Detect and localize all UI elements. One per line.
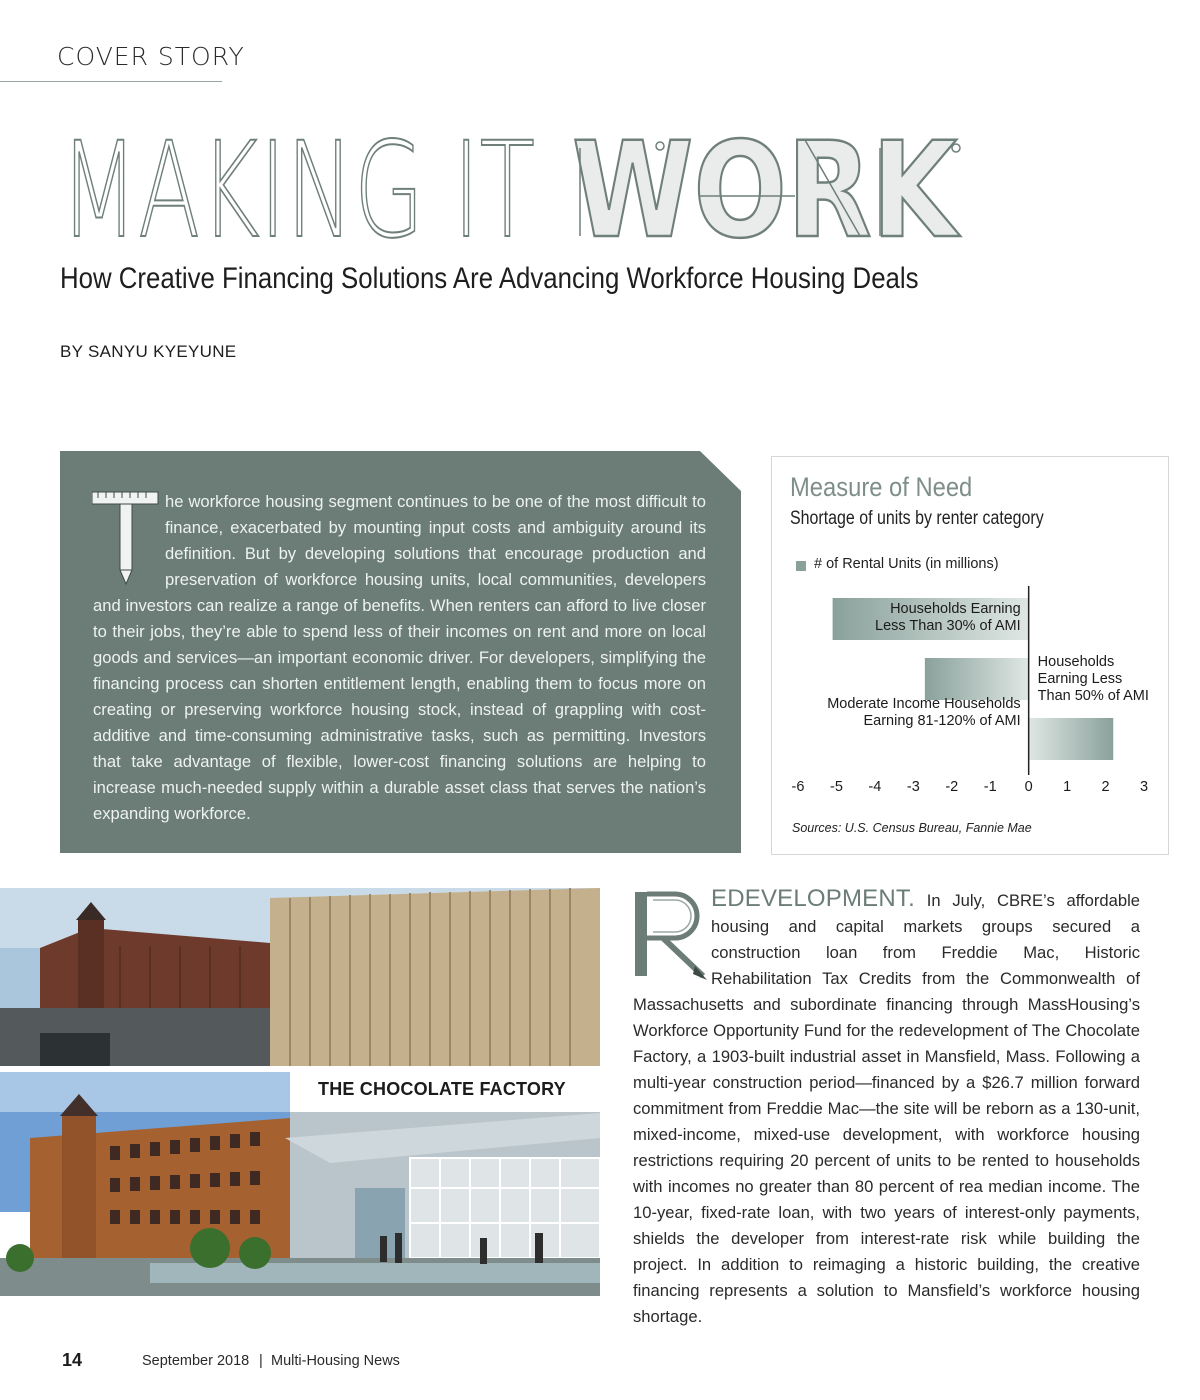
legend-label: # of Rental Units (in millions) bbox=[814, 556, 999, 572]
section-divider bbox=[0, 81, 222, 82]
x-tick-label: -2 bbox=[945, 779, 959, 795]
x-tick-label: -6 bbox=[791, 779, 805, 795]
headline-text-tools: WORK bbox=[572, 118, 961, 258]
photo-caption: THE CHOCOLATE FACTORY bbox=[318, 1079, 566, 1099]
footer-separator: | bbox=[259, 1353, 263, 1369]
x-tick-label: -1 bbox=[983, 779, 997, 795]
chart-bar bbox=[1029, 718, 1114, 760]
headline-text-thin: MAKING IT bbox=[60, 118, 535, 258]
x-tick-label: -5 bbox=[829, 779, 843, 795]
bar-chart bbox=[771, 580, 1167, 800]
chart-bar bbox=[925, 658, 1029, 700]
headline bbox=[60, 118, 970, 258]
legend-swatch bbox=[796, 561, 806, 571]
page-number: 14 bbox=[62, 1350, 83, 1370]
chart-source: Sources: U.S. Census Bureau, Fannie Mae bbox=[792, 821, 1032, 835]
byline: BY SANYU KYEYUNE bbox=[60, 342, 237, 361]
intro-paragraph bbox=[93, 489, 706, 827]
x-tick-label: 1 bbox=[1063, 779, 1072, 795]
body-paragraph bbox=[633, 886, 1140, 1330]
subtitle: How Creative Financing Solutions Are Advancing Workforce Housing Deals bbox=[60, 262, 919, 295]
x-tick-label: 0 bbox=[1024, 779, 1033, 795]
x-tick-label: -3 bbox=[906, 779, 920, 795]
lead-in: EDEVELOPMENT. bbox=[711, 885, 915, 912]
bar-category-label: Moderate Income Households Earning 81-120% of AMI bbox=[827, 696, 1021, 729]
bar-category-label: Households Earning Less Than 30% of AMI bbox=[875, 601, 1021, 634]
chart-title: Measure of Need bbox=[790, 472, 973, 502]
section-label: COVER STORY bbox=[57, 42, 245, 71]
footer-publication: Multi-Housing News bbox=[271, 1353, 400, 1369]
x-tick-label: 3 bbox=[1139, 779, 1149, 795]
intro-body: he workforce housing segment continues to be one of the most difficult to finance, exacerbated by mounting input costs and ambiguity around its definition. But by developing solutions that encourage production and preservation of workforce housing units, local communities, developers and investors can realize a range of benefits. When renters can afford to live closer to their jobs, they’re able to spend less of their incomes on rent and more on local goods and services—an important economic driver. For developers, simplifying the financing process can shorten entitlement length, enabling them to focus more on creating or preserving workforce housing stock, instead of grappling with cost-additive and time-consuming administrative tasks, such as permitting. Investors that take advantage of flexible, lower-cost financing solutions are helping to increase much-needed supply within a durable asset class that serves the nation’s expanding workforce. bbox=[93, 492, 706, 823]
x-tick-label: -4 bbox=[868, 779, 882, 795]
bar-category-label: Households Earning Less Than 50% of AMI bbox=[1037, 654, 1149, 704]
chart-subtitle: Shortage of units by renter category bbox=[790, 508, 1044, 529]
x-tick-label: 2 bbox=[1101, 779, 1110, 795]
body-text: In July, CBRE’s affordable housing and capital markets groups secured a construction loan from Freddie Mac, Historic Rehabilitation Tax Credits from the Commonwealth of Massachusetts and subordinate financing through MassHousing’s Workforce Opportunity Fund for the redevelopment of The Chocolate Factory, a 1903-built industrial asset in Mansfield, Mass. Following a multi-year construction period—financed by a $26.7 million forward commitment from Freddie Mac—the site will be reborn as a 130-unit, mixed-income, mixed-use development, with workforce housing restrictions requiring 20 percent of units to be rented to households with incomes no greater than 80 percent of rea median income. The 10-year, fixed-rate loan, with two years of interest-only payments, shields the developer from interest-rate risk while building the project. In addition to reimaging a historic building, the creative financing represents a solution to Mansfield’s workforce housing shortage. bbox=[633, 891, 1140, 1326]
footer-issue-date: September 2018 bbox=[142, 1353, 250, 1369]
